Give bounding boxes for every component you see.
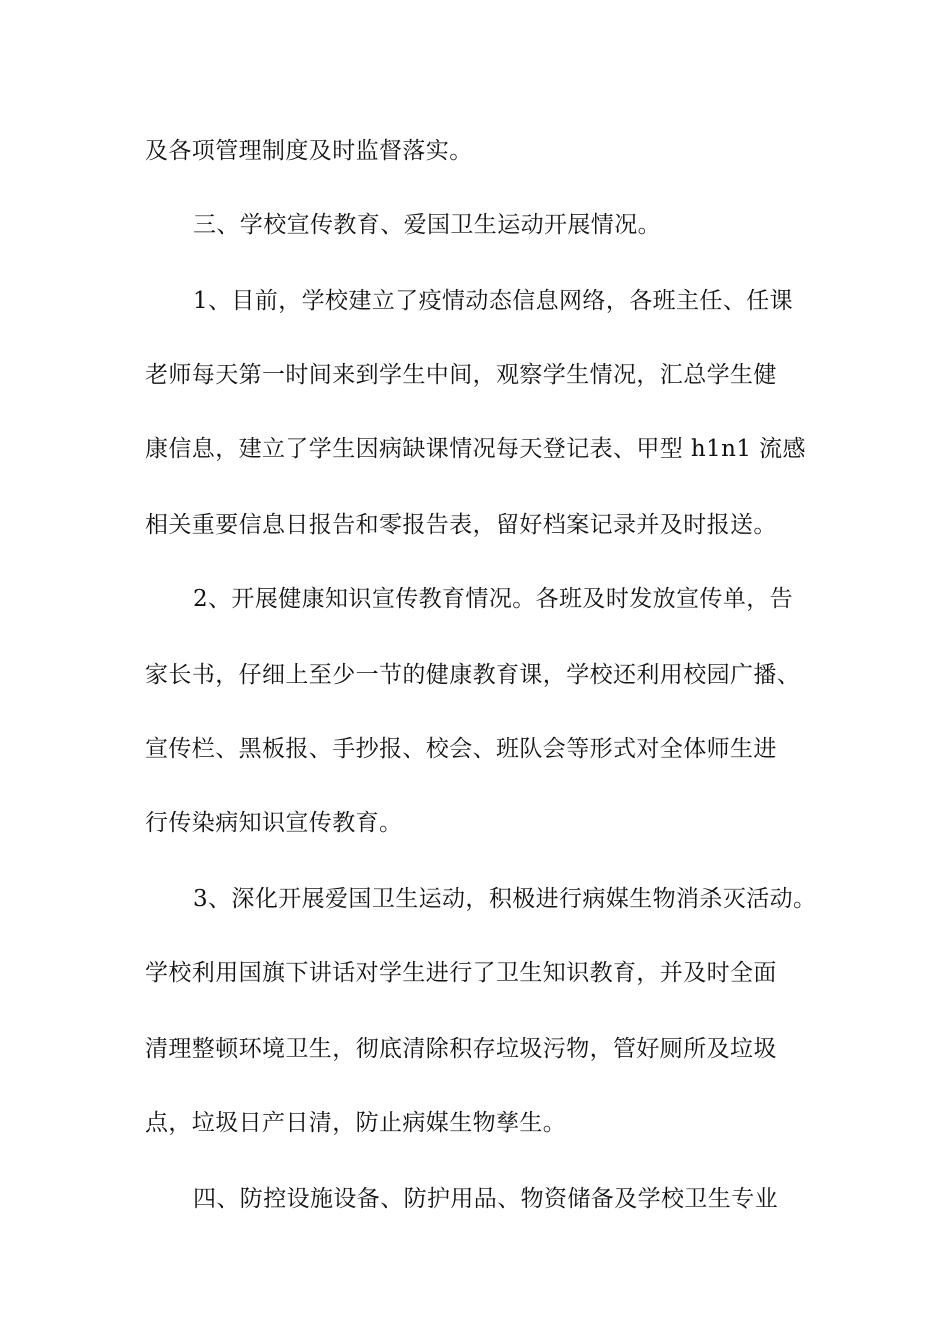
text-line: 3、深化开展爱国卫生运动，积极进行病媒生物消杀灭活动。	[193, 886, 817, 912]
text-line: 清理整顿环境卫生，彻底清除积存垃圾污物，管好厕所及垃圾	[145, 1036, 777, 1062]
text-line: 学校利用国旗下讲话对学生进行了卫生知识教育，并及时全面	[145, 960, 777, 986]
text-line: 康信息，建立了学生因病缺课情况每天登记表、甲型 h1n1 流感	[145, 436, 806, 462]
text-line: 老师每天第一时间来到学生中间，观察学生情况，汇总学生健	[145, 362, 777, 388]
section-heading: 四、防控设施设备、防护用品、物资储备及学校卫生专业	[193, 1186, 778, 1212]
text-line: 行传染病知识宣传教育。	[145, 810, 403, 836]
text-line: 1、目前，学校建立了疫情动态信息网络，各班主任、任课	[193, 288, 794, 314]
text-line: 相关重要信息日报告和零报告表，留好档案记录并及时报送。	[145, 512, 777, 538]
text-line: 家长书，仔细上至少一节的健康教育课，学校还利用校园广播、	[145, 662, 801, 688]
text-line: 点，垃圾日产日清，防止病媒生物孳生。	[145, 1110, 567, 1136]
text-line: 及各项管理制度及时监督落实。	[145, 138, 473, 164]
section-heading: 三、学校宣传教育、爱国卫生运动开展情况。	[193, 212, 661, 238]
text-line: 宣传栏、黑板报、手抄报、校会、班队会等形式对全体师生进	[145, 736, 777, 762]
text-line: 2、开展健康知识宣传教育情况。各班及时发放宣传单，告	[193, 586, 794, 612]
